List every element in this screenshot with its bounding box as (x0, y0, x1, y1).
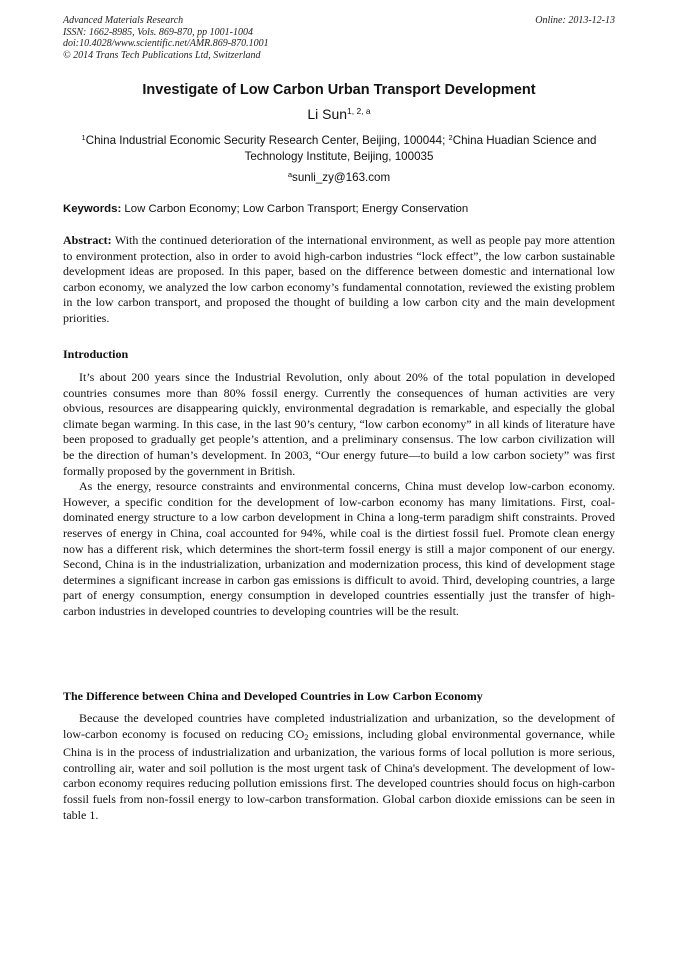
journal-header (63, 15, 615, 61)
difference-body (63, 711, 615, 823)
introduction-body (63, 370, 615, 620)
difference-text-before: Because the developed countries have completed industrialization and urbanization, so the development of low-carbon economy is focused on reducing CO (63, 711, 615, 741)
author-name: Li Sun (307, 106, 348, 122)
affiliation-2-text: China Huadian Science and Technology Institute, Beijing, 100035 (244, 134, 597, 163)
abstract (63, 233, 615, 327)
introduction-paragraph-2: As the energy, resource constraints and environmental concerns, China must develop low-carbon economy. However, a specific condition for the development of low-carbon economy has many limitations. First, coal-dominated energy structure to a low carbon development in China a long-term paradigm shift constraints. Proved reserves of energy in China, coal accounted for 94%, while coal is the dirtiest fossil fuel. Promote clean energy now has a different risk, which determines the short-term fossil energy is still a major component of our energy. Second, China is in the industrialization, urbanization and modernization process, this kind of development stage determines a significant increase in carbon gas emissions is difficult to avoid. Third, developing countries, a large part of energy consumption, energy consumption in developed countries essentially just the transfer of high-carbon industries in developed countries to developing countries will be the result. (63, 479, 615, 618)
abstract-label: Abstract: (63, 233, 112, 247)
introduction-heading: Introduction (63, 347, 129, 361)
online-date: Online: 2013-12-13 (535, 15, 615, 26)
affiliation-1-text: China Industrial Economic Security Research Center, Beijing, 100044; (85, 134, 449, 147)
author-email (63, 167, 615, 185)
introduction-paragraph-1: It’s about 200 years since the Industrial Revolution, only about 20% of the total population in developed countries consumes more than 80% fossil energy. Currently the consequences of human activities are very obvious, resources are disappearing quickly, environmental degradation is remarkable, and especially the global climate began warming. In this case, in the last 90’s century, “low carbon economy” in all kinds of literature have been proposed to gradually get people’s attention, and a preliminary consensus. The low carbon civilization will be the direction of human’s development. In 2003, “Our energy future—to build a low carbon society” was first formally proposed by the government in British. (63, 370, 615, 478)
co2-subscript: 2 (304, 732, 309, 742)
journal-copyright: © 2014 Trans Tech Publications Ltd, Switzerland (63, 49, 261, 61)
email-marker: a (287, 170, 293, 179)
journal-doi: doi:10.4028/www.scientific.net/AMR.869-870.1001 (63, 38, 269, 49)
keywords-text: Low Carbon Economy; Low Carbon Transport; Energy Conservation (121, 203, 469, 215)
difference-paragraph-1 (63, 711, 615, 823)
difference-text-after: emissions, including global environmental governance, while China is in the process of industrialization and urbanization, the various forms of local pollution is more serious, controlling air, water and soil pollution is the most urgent task of China's development. The development of low-carbon economy requires reducing pollution emissions first. The developed countries should focus on high-carbon fossil fuels from non-fossil energy to low-carbon transformation. Global carbon dioxide emissions can be seen in table 1. (63, 726, 616, 822)
difference-heading: The Difference between China and Developed Countries in Low Carbon Economy (63, 689, 483, 703)
keywords-label: Keywords: (63, 203, 122, 215)
paper-title: Investigate of Low Carbon Urban Transport Development (142, 82, 536, 98)
affiliation-1-marker: 1 (81, 133, 86, 142)
author-superscript: 1, 2, a (347, 106, 371, 116)
journal-name: Advanced Materials Research (63, 15, 184, 26)
author-line (63, 103, 615, 123)
affiliation-2-marker: 2 (448, 133, 453, 142)
abstract-text: With the continued deterioration of the international environment, as well as people pay more attention to environment protection, also in order to avoid high-carbon industries “lock effect”, the low carbon sustainable development ideas are proposed. In this paper, based on the difference between domestic and international low carbon economy, we analyzed the low carbon economy’s fundamental connotation, reviewed the existing problem in the low carbon transport, and proposed the thought of building a low carbon city and the main development priorities. (63, 233, 615, 325)
affiliations (63, 130, 615, 164)
email-address: sunli_zy@163.com (292, 171, 391, 184)
journal-issn: ISSN: 1662-8985, Vols. 869-870, pp 1001-1004 (63, 26, 253, 38)
keywords (63, 202, 615, 217)
